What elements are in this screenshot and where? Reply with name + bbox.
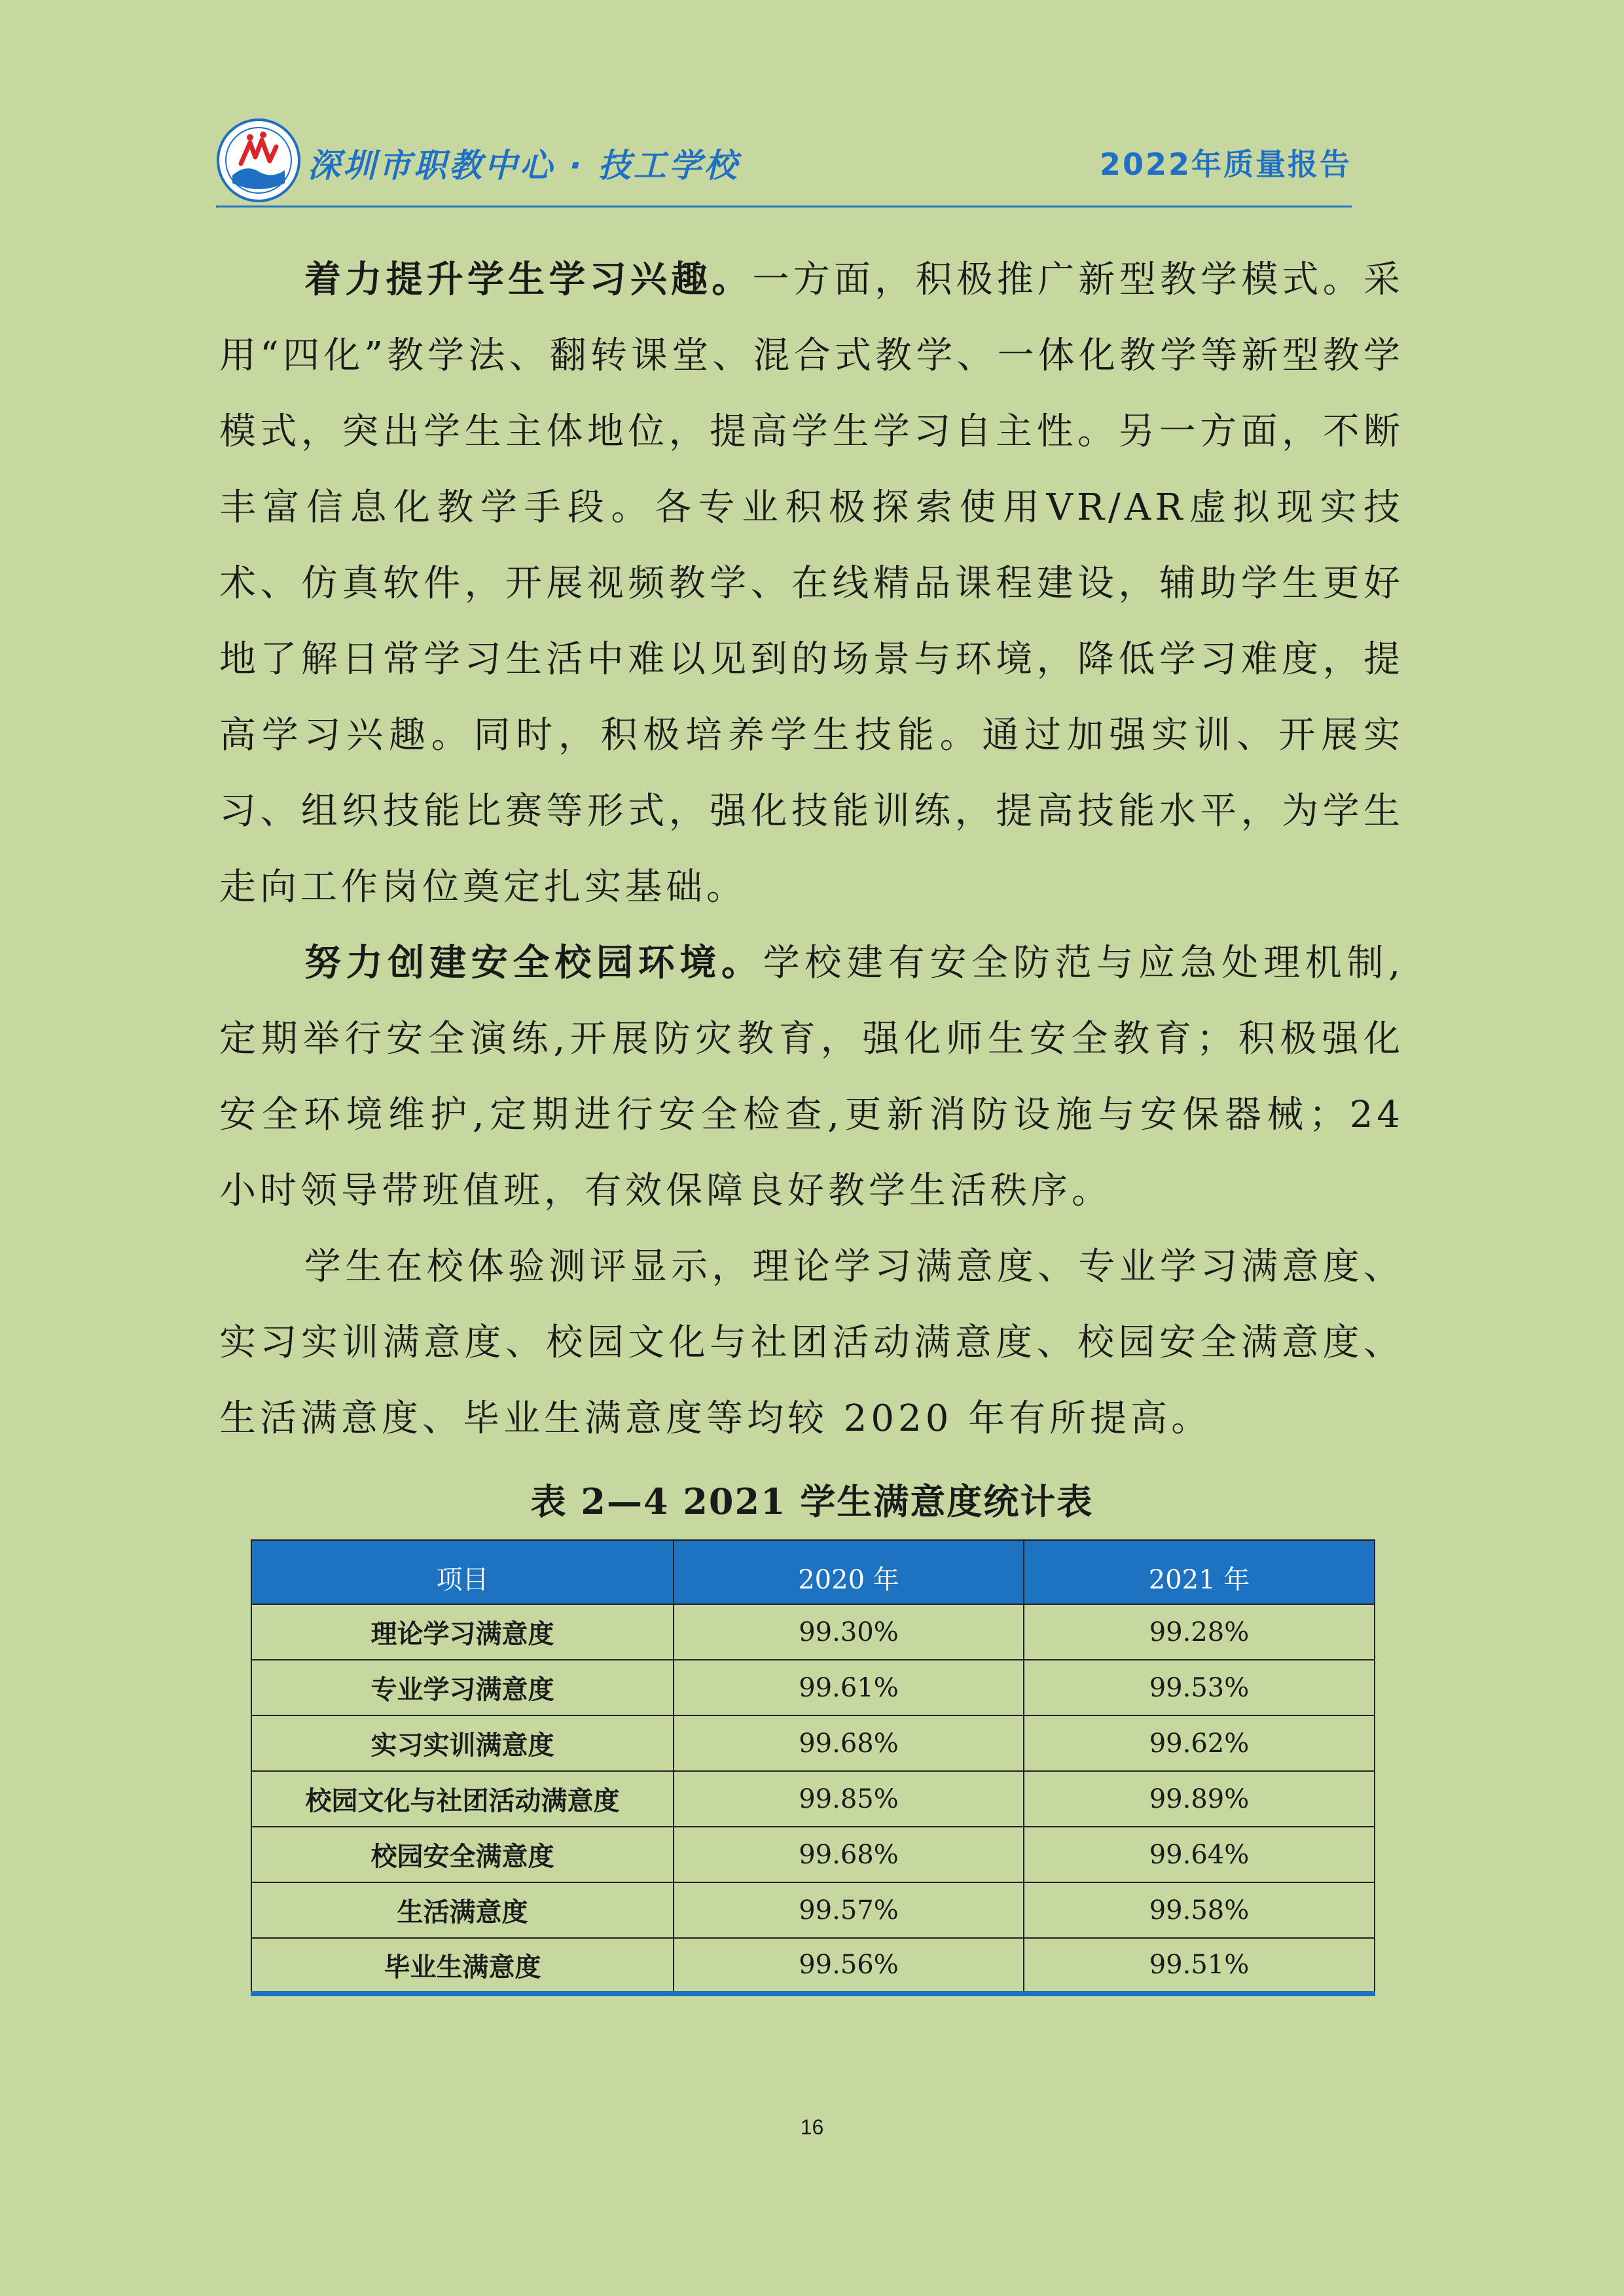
paragraph-text: 学校建有安全防范与应急处理机制,定期举行安全演练,开展防灾教育，强化师生安全教育；积极强化安全环境维护,定期进行安全检查,更新消防设施与安保器械；24 小时领导带班值班，有效保障良好教学生活秩序。	[219, 942, 1404, 1212]
paragraph-lead: 着力提升学生学习兴趣。	[304, 259, 753, 301]
page-number: 16	[800, 2115, 824, 2139]
row-value-2021: 99.89%	[1024, 1771, 1375, 1827]
satisfaction-table	[251, 1539, 1375, 1996]
paragraph-campus-safety	[219, 925, 1404, 1229]
row-item: 生活满意度	[251, 1882, 674, 1938]
paragraph-satisfaction-summary	[219, 1229, 1404, 1457]
page-header	[216, 115, 1352, 206]
row-value-2020: 99.85%	[674, 1771, 1024, 1827]
row-value-2020: 99.30%	[674, 1604, 1024, 1660]
table-row	[251, 1604, 1375, 1660]
paragraph-lead: 努力创建安全校园环境。	[304, 942, 763, 984]
row-value-2021: 99.64%	[1024, 1827, 1375, 1882]
report-title: 2022年质量报告	[1099, 147, 1352, 182]
table-row	[251, 1771, 1375, 1827]
header-divider	[216, 206, 1352, 207]
row-value-2021: 99.53%	[1024, 1660, 1375, 1715]
row-value-2021: 99.62%	[1024, 1715, 1375, 1771]
table-row	[251, 1715, 1375, 1771]
table-row	[251, 1938, 1375, 1994]
body-text	[219, 242, 1404, 1457]
header-item: 项目	[251, 1540, 674, 1604]
row-item: 专业学习满意度	[251, 1660, 674, 1715]
paragraph-text: 学生在校体验测评显示，理论学习满意度、专业学习满意度、实习实训满意度、校园文化与社团活动满意度、校园安全满意度、生活满意度、毕业生满意度等均较 2020 年有所提高。	[219, 1246, 1404, 1440]
row-value-2020: 99.57%	[674, 1882, 1024, 1938]
table-row	[251, 1882, 1375, 1938]
school-logo-icon	[216, 118, 301, 203]
header-2021: 2021 年	[1024, 1540, 1375, 1604]
row-value-2021: 99.51%	[1024, 1938, 1375, 1994]
row-value-2020: 99.56%	[674, 1938, 1024, 1994]
header-2020: 2020 年	[674, 1540, 1024, 1604]
row-value-2020: 99.68%	[674, 1827, 1024, 1882]
paragraph-learning-interest	[219, 242, 1404, 925]
table-row	[251, 1827, 1375, 1882]
row-value-2020: 99.61%	[674, 1660, 1024, 1715]
table-caption: 表 2—4 2021 学生满意度统计表	[530, 1480, 1094, 1522]
row-item: 校园文化与社团活动满意度	[251, 1771, 674, 1827]
row-item: 校园安全满意度	[251, 1827, 674, 1882]
school-name: 深圳市职教中心 · 技工学校	[308, 147, 740, 185]
paragraph-text: 一方面，积极推广新型教学模式。采用“四化”教学法、翻转课堂、混合式教学、一体化教学等新型教学模式，突出学生主体地位，提高学生学习自主性。另一方面，不断丰富信息化教学手段。各专业积极探索使用VR/AR虚拟现实技术、仿真软件，开展视频教学、在线精品课程建设，辅助学生更好地了解日常学习生活中难以见到的场景与环境，降低学习难度，提高学习兴趣。同时，积极培养学生技能。通过加强实训、开展实习、组织技能比赛等形式，强化技能训练，提高技能水平，为学生走向工作岗位奠定扎实基础。	[219, 259, 1405, 908]
row-value-2021: 99.28%	[1024, 1604, 1375, 1660]
table-header-row	[251, 1540, 1375, 1604]
row-value-2020: 99.68%	[674, 1715, 1024, 1771]
table-row	[251, 1660, 1375, 1715]
row-value-2021: 99.58%	[1024, 1882, 1375, 1938]
row-item: 理论学习满意度	[251, 1604, 674, 1660]
row-item: 实习实训满意度	[251, 1715, 674, 1771]
row-item: 毕业生满意度	[251, 1938, 674, 1994]
